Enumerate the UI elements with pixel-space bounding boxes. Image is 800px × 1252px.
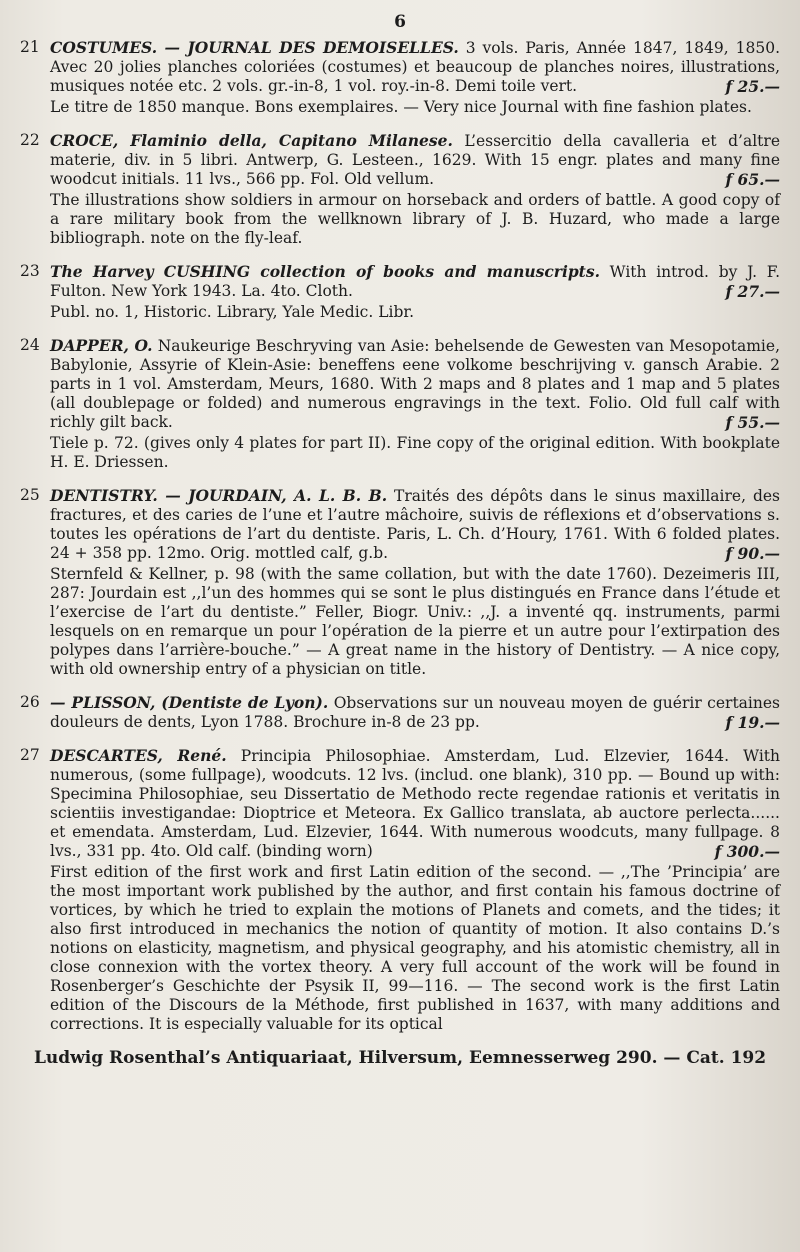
entry-27 — [20, 746, 780, 1034]
entry-note: Sternfeld & Kellner, p. 98 (with the same collation, but with the date 1760). Dezeimeris III, 287: Jourdain est ,,l’un des hommes qui se sont le plus distingués en France dans l’étude et l’exercise de l’art du dentiste.” Feller, Biogr. Univ.: ,,J. a inventé qq. instruments, parmi lesquels on en remarque un pour l’opération de la pierre et un autre pour l’extirpation des polypes dans l’arrière-bouche.” — A great name in the history of Dentistry. — A nice copy, with old ownership entry of a physician on title. — [50, 565, 780, 678]
entry-price: f 65.— — [725, 170, 780, 189]
entry-description — [50, 336, 780, 432]
entry-price: f 19.— — [725, 713, 780, 732]
entry-text: Traités des dépôts dans le sinus maxillaire, des fractures, et des caries de l’une et l’autre mâchoire, suivis de réflexions et d’observations s. toutes les opérations de l’art du dentiste. Paris, L. Ch. d’Houry, 1761. With 6 folded plates. 24 + 358 pp. 12mo. Orig. mottled calf, g.b. — [50, 487, 780, 562]
entry-text: Naukeurige Beschryving van Asie: behelsende de Gewesten van Mesopotamie, Babylonie, Assyrie of Klein-Asie: beneffens eene volkome beschrijving v. gansch Arabie. 2 parts in 1 vol. Amsterdam, Meurs, 1680. With 2 maps and 8 plates and 1 map and 5 plates (all doublepage or folded) and numerous engravings in the text. Folio. Old full calf with richly gilt back. — [50, 337, 780, 431]
entry-number: 26 — [20, 693, 40, 711]
entry-note: Publ. no. 1, Historic. Library, Yale Medic. Libr. — [50, 303, 415, 321]
entry-text: Principia Philosophiae. Amsterdam, Lud. Elzevier, 1644. With numerous, (some fullpage), woodcuts. 12 lvs. (includ. one blank), 310 pp. — Bound up with: Specimina Philosophiae, seu Dissertatio de Methodo recte regendae rationis et veritatis in scientiis investigandae: Dioptrice et Meteora. Ex Gallico translata, ab auctore perlecta...... et emendata. Amsterdam, Lud. Elzevier, 1644. With numerous woodcuts, many fullpage. 8 lvs., 331 pp. 4to. Old calf. (binding worn) — [50, 747, 780, 860]
entry-body — [50, 486, 780, 679]
entry-text: 3 vols. Paris, Année 1847, 1849, 1850. Avec 20 jolies planches coloriées (costumes) et beaucoup de planches noires, illustrations, musiques notée etc. 2 vols. gr.-in-8, 1 vol. roy.-in-8. Demi toile vert. — [50, 39, 780, 95]
entry-description — [50, 746, 780, 861]
entry-number: 27 — [20, 746, 40, 764]
entry-description — [50, 262, 780, 301]
entry-23 — [20, 262, 780, 322]
entry-price: f 27.— — [725, 282, 780, 301]
entry-note: Le titre de 1850 manque. Bons exemplaires. — Very nice Journal with fine fashion plates. — [50, 98, 752, 116]
entry-heading: COSTUMES. — JOURNAL DES DEMOISELLES. — [50, 38, 459, 57]
entry-body — [50, 336, 780, 472]
entry-heading: DAPPER, O. — [50, 336, 153, 355]
entry-price: f 55.— — [725, 413, 780, 432]
entry-description — [50, 693, 780, 732]
entry-price: f 25.— — [725, 77, 780, 96]
entry-number: 22 — [20, 131, 40, 149]
entry-body — [50, 262, 780, 322]
entry-price: f 90.— — [725, 544, 780, 563]
page-number: 6 — [394, 12, 406, 32]
entry-number: 25 — [20, 486, 40, 504]
entry-heading: DENTISTRY. — JOURDAIN, A. L. B. B. — [50, 486, 388, 505]
entry-description — [50, 486, 780, 563]
entry-price: f 300.— — [714, 842, 780, 861]
entry-22 — [20, 131, 780, 248]
entry-text: L’essercitio della cavalleria et d’altre materie, div. in 5 libri. Antwerp, G. Lesteen., 1629. With 15 engr. plates and many fine woodcut initials. 11 lvs., 566 pp. Fol. Old vellum. — [50, 132, 780, 188]
catalogue-footer: Ludwig Rosenthal’s Antiquariaat, Hilversum, Eemnesserweg 290. — Cat. 192 — [33, 1048, 767, 1068]
entry-description — [50, 38, 780, 96]
entry-heading: — PLISSON, (Dentiste de Lyon). — [50, 693, 329, 712]
entry-heading: DESCARTES, René. — [50, 746, 227, 765]
entry-body — [50, 38, 780, 117]
entry-body — [50, 131, 780, 248]
entry-body — [50, 693, 780, 732]
entry-note: Tiele p. 72. (gives only 4 plates for part II). Fine copy of the original edition. With bookplate H. E. Driessen. — [50, 434, 780, 471]
entry-note: First edition of the first work and first Latin edition of the second. — ,,The ’Principia’ are the most important work published by the author, and first contain his famous doctrine of vortices, by which he tried to explain the motions of Planets and comets, and the tides; it also first introduced in mechanics the notion of quantity of motion. It also contains D.’s notions on elasticity, magnetism, and physical geography, and his atomistic chemistry, all in close connexion with the vortex theory. A very full account of the work will be found in Rosenberger’s Geschichte der Psysik II, 99—116. — The second work is the first Latin edition of the Discours de la Méthode, first published in 1637, with many additions and corrections. It is especially valuable for its optical — [50, 863, 780, 1033]
entry-26 — [20, 693, 780, 732]
entry-number: 21 — [20, 38, 40, 56]
entry-text: Observations sur un nouveau moyen de guérir certaines douleurs de dents, Lyon 1788. Brochure in-8 de 23 pp. — [50, 694, 780, 731]
entry-heading: CROCE, Flaminio della, Capitano Milanese. — [50, 131, 453, 150]
entry-note: The illustrations show soldiers in armour on horseback and orders of battle. A good copy of a rare military book from the wellknown library of J. B. Huzard, who made a large bibliograph. note on the fly-leaf. — [50, 191, 780, 247]
entry-description — [50, 131, 780, 189]
entry-number: 24 — [20, 336, 40, 354]
entry-24 — [20, 336, 780, 472]
entry-number: 23 — [20, 262, 40, 280]
entry-25 — [20, 486, 780, 679]
entry-body — [50, 746, 780, 1034]
entry-21 — [20, 38, 780, 117]
entry-text: With introd. by J. F. Fulton. New York 1943. La. 4to. Cloth. — [50, 263, 780, 300]
entry-heading: The Harvey CUSHING collection of books and manuscripts. — [50, 262, 600, 281]
